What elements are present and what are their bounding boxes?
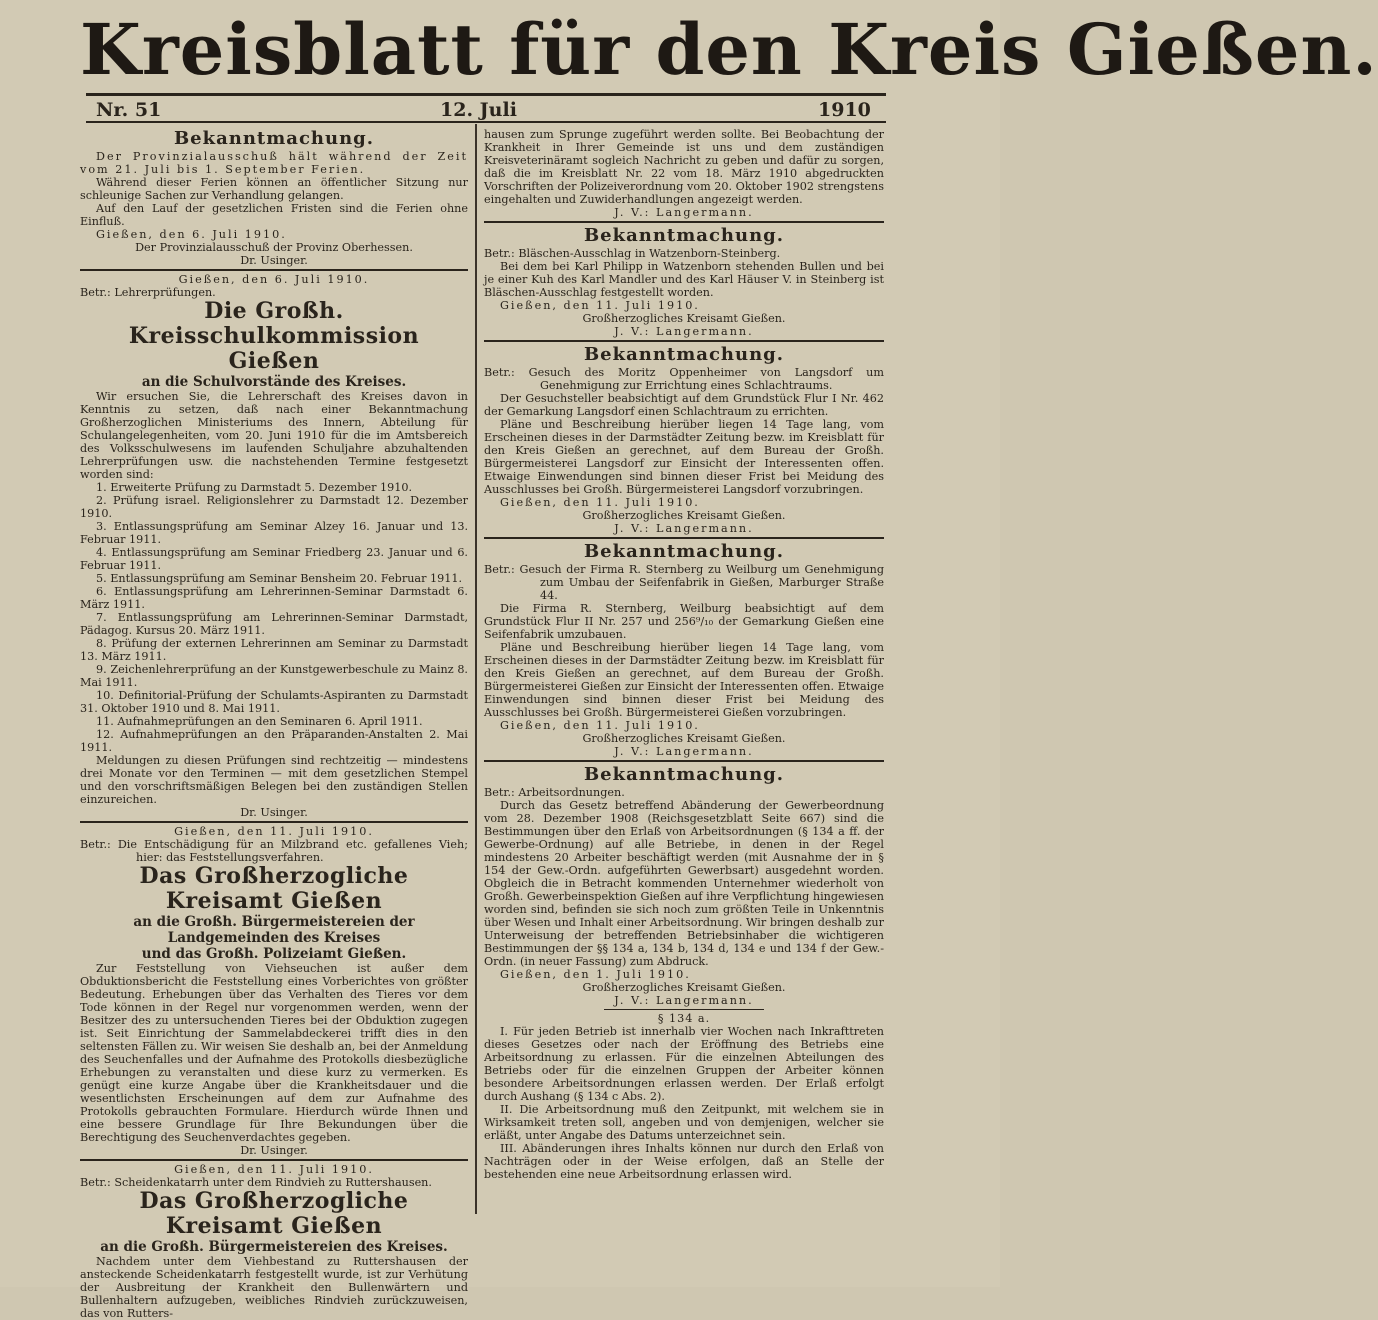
notice-lehrerpruefungen bbox=[80, 273, 468, 819]
notice-paragraph: Zur Feststellung von Viehseuchen ist außer dem Obduktionsbericht die Feststellung eines Vorberichtes von größter Bedeutung. Erhebungen über das Verhalten des Tieres vor dem Tode können in der Regel nur vorgenommen werden, wenn der Besitzer des zu untersuchenden Tieres bei der Obduktion zugegen ist. Seit Einrichtung der Sammelabdeckerei trifft dies in den seltensten Fällen zu. Wir weisen Sie deshalb an, bei der Anmeldung des Seuchenfalles und der Aufnahme des Protokolls diesbezügliche Erhebungen zu veranstalten und diese kurz zu vermerken. Es genügt eine kurze Angabe über die Krankheitsdauer und die wesentlichsten Erscheinungen auf dem zur Aufnahme des Protokolls gebrauchten Formulare. Hierdurch würde Ihnen und eine bessere Grundlage für Ihre Bekundungen über die Berechtigung des Seuchenverdachtes gegeben. bbox=[80, 962, 468, 1144]
recipients: und das Großh. Polizeiamt Gießen. bbox=[141, 946, 407, 962]
authority-heading: Das Großherzogliche Kreisamt Gießen bbox=[139, 1188, 409, 1239]
authority: Großherzogliches Kreisamt Gießen. bbox=[582, 312, 786, 325]
separator bbox=[80, 1159, 468, 1161]
authority: Großherzogliches Kreisamt Gießen. bbox=[582, 509, 786, 522]
notice-heading: Bekanntmachung. bbox=[173, 128, 375, 149]
exam-item: 5. Entlassungsprüfung am Seminar Bensheim 20. Februar 1911. bbox=[96, 572, 463, 585]
notice-ferien bbox=[80, 128, 468, 267]
signature: J. V.: Langermann. bbox=[614, 325, 754, 338]
notice-paragraph: Der Provinzialausschuß hält während der Zeit vom 21. Juli bis 1. September Ferien. bbox=[80, 150, 468, 176]
recipients: an die Großh. Bürgermeistereien der Landgemeinden des Kreises bbox=[133, 914, 415, 946]
notice-paragraph: Nachdem unter dem Viehbestand zu Ruttershausen der ansteckende Scheidenkatarrh festgestellt wurde, ist zur Verhütung der Ausbreitung der Krankheit den Bullenwärtern und Bullenhaltern aufzugeben, weibliches Rindvieh zurückzuweisen, das von Rutters- bbox=[80, 1255, 468, 1320]
recipients: an die Großh. Bürgermeistereien des Kreises. bbox=[100, 1239, 448, 1255]
place-date: Gießen, den 1. Juli 1910. bbox=[500, 968, 691, 981]
authority: Großherzogliches Kreisamt Gießen. bbox=[582, 732, 786, 745]
exam-item: 7. Entlassungsprüfung am Lehrerinnen-Seminar Darmstadt, Pädagog. Kursus 20. März 1911. bbox=[80, 611, 468, 637]
column-divider bbox=[475, 124, 477, 1214]
exam-item: 1. Erweiterte Prüfung zu Darmstadt 5. Dezember 1910. bbox=[96, 481, 413, 494]
place-date: Gießen, den 6. Juli 1910. bbox=[96, 228, 287, 241]
notice-schlachtraum bbox=[484, 344, 884, 535]
notice-paragraph: Wir ersuchen Sie, die Lehrerschaft des Kreises davon in Kenntnis zu setzen, daß nach einer Bekanntmachung Großherzoglichen Ministeriums des Innern, Abteilung für Schulangelegenheiten, vom 20. Juni 1910 für die im Amtsbereich des Volksschulwesens im laufenden Schuljahre abzuhaltenden Lehrerprüfungen usw. die nachstehenden Termine festgesetzt worden sind: bbox=[80, 390, 468, 481]
authority-heading: Das Großherzogliche Kreisamt Gießen bbox=[139, 863, 409, 914]
separator bbox=[484, 221, 884, 223]
signature: J. V.: Langermann. bbox=[614, 206, 754, 219]
place-date: Gießen, den 11. Juli 1910. bbox=[174, 825, 374, 838]
notice-paragraph: Der Gesuchsteller beabsichtigt auf dem Grundstück Flur I Nr. 462 der Gemarkung Langsdorf einen Schlachtraum zu errichten. bbox=[484, 392, 884, 418]
notice-heading: Bekanntmachung. bbox=[583, 225, 785, 246]
betreff: Betr.: Die Entschädigung für an Milzbrand etc. gefallenes Vieh; hier: das Feststellungsverfahren. bbox=[80, 838, 468, 864]
signature: J. V.: Langermann. bbox=[614, 994, 754, 1007]
notice-paragraph: Die Firma R. Sternberg, Weilburg beabsichtigt auf dem Grundstück Flur II Nr. 257 und 256⁹/₁₀ der Gemarkung Gießen eine Seifenfabrik umzubauen. bbox=[484, 602, 884, 641]
exam-item: 2. Prüfung israel. Religionslehrer zu Darmstadt 12. Dezember 1910. bbox=[80, 494, 468, 520]
signature: J. V.: Langermann. bbox=[614, 522, 754, 535]
separator bbox=[484, 760, 884, 762]
issue-number: Nr. 51 bbox=[96, 99, 162, 121]
notice-paragraph: Auf den Lauf der gesetzlichen Fristen sind die Ferien ohne Einfluß. bbox=[80, 202, 468, 228]
signature: Dr. Usinger. bbox=[240, 806, 308, 819]
exam-item: 8. Prüfung der externen Lehrerinnen am Seminar zu Darmstadt 13. März 1911. bbox=[80, 637, 468, 663]
authority-heading: Die Großh. Kreisschulkommission Gießen bbox=[128, 298, 420, 374]
notice-heading: Bekanntmachung. bbox=[583, 344, 785, 365]
section-paragraph: II. Die Arbeitsordnung muß den Zeitpunkt, mit welchem sie in Wirksamkeit treten soll, angeben und von demjenigen, welcher sie erläßt, unter Angabe des Datums unterzeichnet sein. bbox=[484, 1103, 884, 1142]
betreff: Betr.: Scheidenkatarrh unter dem Rindvieh zu Ruttershausen. bbox=[80, 1176, 432, 1189]
betreff: Betr.: Gesuch des Moritz Oppenheimer von Langsdorf um Genehmigung zur Errichtung eines Schlachtraums. bbox=[484, 366, 884, 392]
notice-paragraph: Bei dem bei Karl Philipp in Watzenborn stehenden Bullen und bei je einer Kuh des Karl Mandler und des Karl Häuser V. in Steinberg ist Bläschen-Ausschlag festgestellt worden. bbox=[484, 260, 884, 299]
betreff: Betr.: Gesuch der Firma R. Sternberg zu Weilburg um Genehmigung zum Umbau der Seifenfabrik in Gießen, Marburger Straße 44. bbox=[484, 563, 884, 602]
notice-paragraph: Pläne und Beschreibung hierüber liegen 14 Tage lang, vom Erscheinen dieses in der Darmstädter Zeitung bezw. im Kreisblatt für den Kreis Gießen an gerechnet, auf dem Bureau der Großh. Bürgermeisterei Gießen zur Einsicht der Interessenten offen. Etwaige Einwendungen sind binnen dieser Frist bei Meidung des Ausschlusses bei Großh. Bürgermeisterei Gießen vorzubringen. bbox=[484, 641, 884, 719]
separator bbox=[604, 1009, 764, 1010]
signature: J. V.: Langermann. bbox=[614, 745, 754, 758]
section-paragraph: I. Für jeden Betrieb ist innerhalb vier Wochen nach Inkrafttreten dieses Gesetzes oder nach der Eröffnung des Betriebs eine Arbeitsordnung zu erlassen. Für die einzelnen Abteilungen des Betriebs oder für die einzelnen Gruppen der Arbeiter können besondere Arbeitsordnungen erlassen werden. Der Erlaß erfolgt durch Aushang (§ 134 c Abs. 2). bbox=[484, 1025, 884, 1103]
separator bbox=[80, 821, 468, 823]
betreff: Betr.: Lehrerprüfungen. bbox=[80, 286, 216, 299]
place-date: Gießen, den 11. Juli 1910. bbox=[174, 1163, 374, 1176]
notice-arbeitsordnungen bbox=[484, 764, 884, 1181]
notice-heading: Bekanntmachung. bbox=[583, 541, 785, 562]
exam-item: 6. Entlassungsprüfung am Lehrerinnen-Seminar Darmstadt 6. März 1911. bbox=[80, 585, 468, 611]
issue-rule bbox=[86, 121, 886, 123]
exam-item: 11. Aufnahmeprüfungen an den Seminaren 6. April 1911. bbox=[96, 715, 423, 728]
notice-milzbrand bbox=[80, 825, 468, 1157]
notice-scheidenkatarrh bbox=[80, 1163, 468, 1320]
notice-blaeschen bbox=[484, 225, 884, 338]
betreff: Betr.: Arbeitsordnungen. bbox=[484, 786, 625, 799]
exam-item: 4. Entlassungsprüfung am Seminar Friedberg 23. Januar und 6. Februar 1911. bbox=[80, 546, 468, 572]
right-column bbox=[484, 128, 884, 1181]
betreff: Betr.: Bläschen-Ausschlag in Watzenborn-Steinberg. bbox=[484, 247, 781, 260]
notice-paragraph: hausen zum Sprunge zugeführt werden sollte. Bei Beobachtung der Krankheit in Ihrer Gemeinde ist uns und dem zuständigen Kreisveterinäramt sogleich Nachricht zu geben und dafür zu sorgen, daß die im Kreisblatt Nr. 22 vom 18. März 1910 abgedruckten Vorschriften der Polizeiverordnung vom 20. Oktober 1902 strengstens eingehalten und Zuwiderhandlungen angezeigt werden. bbox=[484, 128, 884, 206]
signature: Dr. Usinger. bbox=[240, 254, 308, 267]
exam-item: 12. Aufnahmeprüfungen an den Präparanden-Anstalten 2. Mai 1911. bbox=[80, 728, 468, 754]
place-date: Gießen, den 6. Juli 1910. bbox=[178, 273, 370, 286]
notice-seifenfabrik bbox=[484, 541, 884, 758]
separator bbox=[484, 340, 884, 342]
notice-heading: Bekanntmachung. bbox=[583, 764, 785, 785]
place-date: Gießen, den 11. Juli 1910. bbox=[500, 299, 700, 312]
separator bbox=[80, 269, 468, 271]
notice-continuation bbox=[484, 128, 884, 219]
separator bbox=[484, 537, 884, 539]
authority: Der Provinzialausschuß der Provinz Oberhessen. bbox=[135, 241, 413, 254]
place-date: Gießen, den 11. Juli 1910. bbox=[500, 496, 700, 509]
issue-date: 12. Juli bbox=[440, 99, 517, 121]
exam-item: 9. Zeichenlehrerprüfung an der Kunstgewerbeschule zu Mainz 8. Mai 1911. bbox=[80, 663, 468, 689]
left-column bbox=[80, 128, 468, 1320]
notice-paragraph: Durch das Gesetz betreffend Abänderung der Gewerbeordnung vom 28. Dezember 1908 (Reichsgesetzblatt Seite 667) sind die Bestimmungen über den Erlaß von Arbeitsordnungen (§ 134 a ff. der Gewerbe-Ordnung) auf alle Betriebe, in denen in der Regel mindestens 20 Arbeiter beschäftigt werden (mit Ausnahme der in § 154 der Gew.-Ordn. aufgeführten Gewerbsart) ausgedehnt worden. Obgleich die in Betracht kommenden Unternehmer wiederholt von Großh. Gewerbeinspektion Gießen auf ihre Verpflichtung hingewiesen worden sind, befinden sie sich noch zum größten Teile in Unkenntnis über Wesen und Inhalt einer Arbeitsordnung. Wir bringen deshalb zur Unterweisung der betreffenden Betriebsinhaber die wichtigeren Bestimmungen der §§ 134 a, 134 b, 134 d, 134 e und 134 f der Gew.-Ordn. (in neuer Fassung) zum Abdruck. bbox=[484, 799, 884, 968]
exam-item: 10. Definitorial-Prüfung der Schulamts-Aspiranten zu Darmstadt 31. Oktober 1910 und 8. Mai 1911. bbox=[80, 689, 468, 715]
signature: Dr. Usinger. bbox=[240, 1144, 308, 1157]
section-paragraph: III. Abänderungen ihres Inhalts können nur durch den Erlaß von Nachträgen oder in der Weise erfolgen, daß an Stelle der bestehenden eine neue Arbeitsordnung erlassen wird. bbox=[484, 1142, 884, 1181]
notice-paragraph: Meldungen zu diesen Prüfungen sind rechtzeitig — mindestens drei Monate vor den Terminen — mit dem gesetzlichen Stempel und den vorschriftsmäßigen Belegen bei den zuständigen Stellen einzureichen. bbox=[80, 754, 468, 806]
recipients: an die Schulvorstände des Kreises. bbox=[141, 374, 407, 390]
masthead-rule bbox=[86, 93, 886, 96]
notice-paragraph: Während dieser Ferien können an öffentlicher Sitzung nur schleunige Sachen zur Verhandlung gelangen. bbox=[80, 176, 468, 202]
exam-item: 3. Entlassungsprüfung am Seminar Alzey 16. Januar und 13. Februar 1911. bbox=[80, 520, 468, 546]
section-heading: § 134 a. bbox=[657, 1012, 711, 1025]
authority: Großherzogliches Kreisamt Gießen. bbox=[582, 981, 786, 994]
notice-paragraph: Pläne und Beschreibung hierüber liegen 14 Tage lang, vom Erscheinen dieses in der Darmstädter Zeitung bezw. im Kreisblatt für den Kreis Gießen an gerechnet, auf dem Bureau der Großh. Bürgermeisterei Langsdorf zur Einsicht der Interessenten offen. Etwaige Einwendungen sind binnen dieser Frist bei Meidung des Ausschlusses bei Großh. Bürgermeisterei Langsdorf vorzubringen. bbox=[484, 418, 884, 496]
issue-year: 1910 bbox=[818, 99, 871, 121]
masthead-title: Kreisblatt für den Kreis Gießen. bbox=[80, 8, 1378, 91]
place-date: Gießen, den 11. Juli 1910. bbox=[500, 719, 700, 732]
